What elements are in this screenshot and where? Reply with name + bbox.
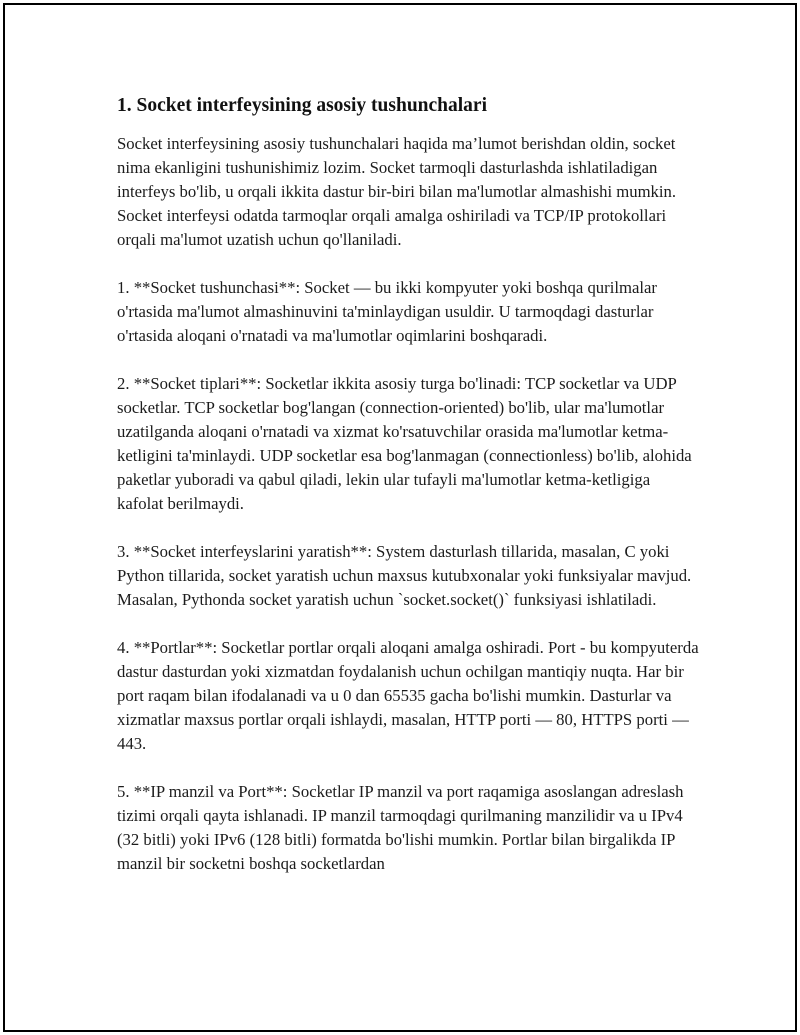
paragraph-socket-concept: 1. **Socket tushunchasi**: Socket — bu ikki kompyuter yoki boshqa qurilmalar o'rtasida ma'lumot almashinuvini ta'minlaydigan usuldir. U tarmoqdagi dasturlar o'rtasida aloqani o'rnatadi va ma'lumotlar oqimlarini boshqaradi. (117, 278, 657, 345)
paragraph-creating-sockets: 3. **Socket interfeyslarini yaratish**: System dasturlash tillarida, masalan, C yoki Python tillarida, socket yaratish uchun maxsus kutubxonalar yoki funksiyalar mavjud. Masalan, Pythonda socket yaratish uchun `socket.socket()` funksiyasi ishlatiladi. (117, 542, 692, 609)
document-body (117, 92, 699, 900)
section-heading: 1. Socket interfeysining asosiy tushunchalari (117, 95, 487, 116)
paragraph-ports: 4. **Portlar**: Socketlar portlar orqali aloqani amalga oshiradi. Port - bu kompyuterda dastur dasturdan yoki xizmatdan foydalanish uchun ochilgan mantiqiy nuqta. Har bir port raqam bilan ifodalanadi va u 0 dan 65535 gacha bo'lishi mumkin. Dasturlar va xizmatlar maxsus portlar orqali ishlaydi, masalan, HTTP porti — 80, HTTPS porti — 443. (117, 638, 699, 753)
paragraph-ip-and-port: 5. **IP manzil va Port**: Socketlar IP manzil va port raqamiga asoslangan adreslash tizimi orqali qayta ishlanadi. IP manzil tarmoqdagi qurilmaning manzilidir va u IPv4 (32 bitli) yoki IPv6 (128 bitli) formatda bo'lishi mumkin. Portlar bilan birgalikda IP manzil bir socketni boshqa socketlardan (117, 782, 684, 873)
intro-paragraph: Socket interfeysining asosiy tushunchalari haqida ma’lumot berishdan oldin, socket nima ekanligini tushunishimiz lozim. Socket tarmoqli dasturlashda ishlatiladigan interfeys bo'lib, u orqali ikkita dastur bir-biri bilan ma'lumotlar almashishi mumkin. Socket interfeysi odatda tarmoqlar orqali amalga oshiriladi va TCP/IP protokollari orqali ma'lumot uzatish uchun qo'llaniladi. (117, 134, 677, 249)
paragraph-socket-types: 2. **Socket tiplari**: Socketlar ikkita asosiy turga bo'linadi: TCP socketlar va UDP socketlar. TCP socketlar bog'langan (connection-oriented) bo'lib, ular ma'lumotlar uzatilganda aloqani o'rnatadi va xizmat ko'rsatuvchilar orasida ma'lumotlar ketma-ketligini ta'minlaydi. UDP socketlar esa bog'lanmagan (connectionless) bo'lib, alohida paketlar yuboradi va qabul qiladi, lekin ular tufayli ma'lumotlar ketma-ketligiga kafolat berilmaydi. (117, 374, 692, 513)
